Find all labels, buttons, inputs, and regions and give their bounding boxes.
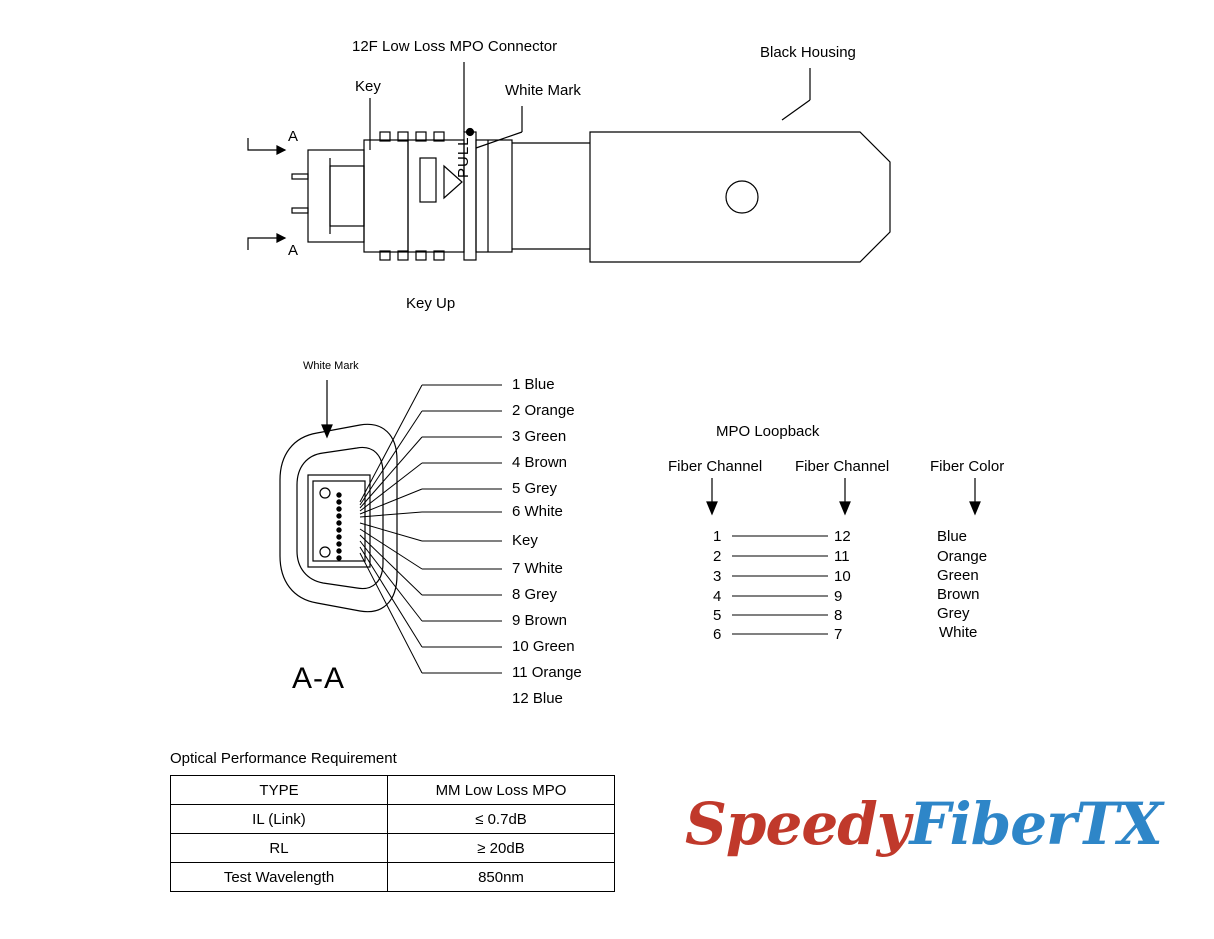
loopback-left-2: 2 [713,548,722,565]
loopback-right-1: 12 [834,528,851,545]
loopback-left-5: 5 [713,607,722,624]
table-row [171,863,615,892]
pin-label-12: 12 Blue [512,690,563,707]
loopback-left-6: 6 [713,626,722,643]
loopback-left-1: 1 [713,528,722,545]
label-white-mark-section: White Mark [303,360,359,372]
label-white-mark: White Mark [505,82,581,99]
table-row [171,834,615,863]
loopback-color-6: White [939,624,978,641]
table-cell-label-rl: RL [171,834,388,863]
loopback-right-5: 8 [834,607,843,624]
pin-label-key: Key [512,532,538,549]
pin-label-10: 10 Green [512,638,575,655]
pin-label-4: 4 Brown [512,454,568,471]
section-title-aa: A-A [292,662,346,695]
pin-label-7: 7 White [512,560,563,577]
table-row [171,776,615,805]
label-key-up: Key Up [406,295,456,312]
pin-label-3: 3 Green [512,428,567,445]
pin-label-11: 11 Orange [512,664,582,681]
label-section-a-top: A [288,128,299,145]
table-cell-value-rl: ≥ 20dB [388,834,615,863]
loopback-color-5: Grey [937,605,970,622]
loopback-color-3: Green [937,567,979,584]
pin-label-2: 2 Orange [512,402,575,419]
label-black-housing: Black Housing [760,44,856,61]
table-cell-value-type: MM Low Loss MPO [388,776,615,805]
loopback-title: MPO Loopback [716,423,820,440]
loopback-right-2: 11 [834,548,850,565]
label-key: Key [355,78,381,95]
loopback-right-3: 10 [834,568,851,585]
pin-label-6: 6 White [512,503,563,520]
loopback-header-left: Fiber Channel [668,458,763,475]
table-row [171,805,615,834]
label-mpo-connector: 12F Low Loss MPO Connector [352,38,558,55]
loopback-color-1: Blue [937,528,968,545]
loopback-left-3: 3 [713,568,722,585]
loopback-header-right: Fiber Channel [795,458,890,475]
optical-performance-table [170,775,615,892]
loopback-right-6: 7 [834,626,843,643]
loopback-color-4: Brown [937,586,980,603]
loopback-left-4: 4 [713,588,722,605]
table-cell-label-il: IL (Link) [171,805,388,834]
table-cell-label-type: TYPE [171,776,388,805]
brand-logo [685,790,1162,858]
logo-text-fibertx: FiberTX [909,790,1162,858]
pin-label-8: 8 Grey [512,586,558,603]
table-cell-value-wavelength: 850nm [388,863,615,892]
loopback-header-color: Fiber Color [930,458,1005,475]
table-cell-label-wavelength: Test Wavelength [171,863,388,892]
loopback-right-4: 9 [834,588,843,605]
pin-label-9: 9 Brown [512,612,568,629]
pin-label-1: 1 Blue [512,376,555,393]
label-section-a-bottom: A [288,242,299,259]
pin-label-5: 5 Grey [512,480,558,497]
label-pull-tab: PULL [455,136,472,178]
loopback-arrows [660,478,1040,518]
logo-text-speedy: Speedy [685,790,910,858]
loopback-color-2: Orange [937,548,988,565]
table-cell-value-il: ≤ 0.7dB [388,805,615,834]
optical-table-caption: Optical Performance Requirement [170,750,397,767]
